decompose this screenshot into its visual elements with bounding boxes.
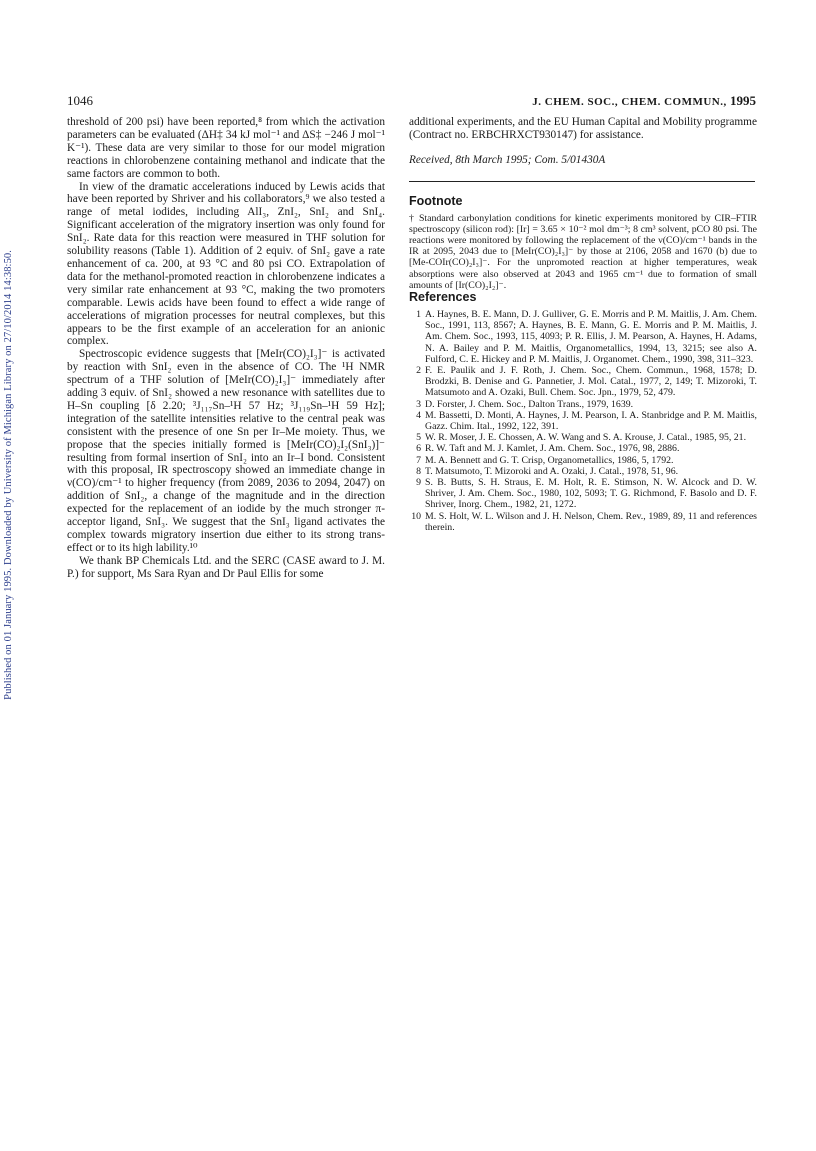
reference-item [409,410,757,432]
reference-number: 3 [416,398,421,410]
reference-item [409,477,757,511]
reference-list [409,309,757,533]
references-heading: References [409,290,477,305]
reference-item [409,365,757,399]
journal-year: 1995 [730,93,756,108]
reference-number: 9 [416,477,421,488]
reference-item [409,432,757,443]
reference-number: 7 [416,454,421,466]
reference-text: M. A. Bennett and G. T. Crisp, Organometallics, 1986, 5, 1792. [425,454,674,466]
journal-header [514,93,756,109]
reference-text: F. E. Paulik and J. F. Roth, J. Chem. Soc., Chem. Commun., 1968, 1578; D. Brodzki, B. Denise and G. Pannetier, J. Mol. Catal., 1977, 2, 149; T. Mizoroki, T. Matsumoto and A. Ozaki, Bull. Chem. Soc. Jpn., 1979, 52, 479. [425,364,757,399]
reference-text: S. B. Butts, S. H. Straus, E. M. Holt, R. E. Stimson, N. W. Alcock and D. W. Shriver, J. Am. Chem. Soc., 1980, 102, 5093; T. G. Richmond, F. Basolo and D. F. Shriver, Inorg. Chem., 1982, 21, 1272. [425,477,757,511]
reference-item [409,466,757,477]
reference-item [409,443,757,454]
reference-text: D. Forster, J. Chem. Soc., Dalton Trans., 1979, 1639. [425,398,634,410]
reference-item [409,309,757,365]
reference-item [409,511,757,533]
reference-number: 5 [416,432,421,444]
publication-side-note: Published on 01 January 1995. Downloaded by University of Michigan Library on 27/10/2014 14:38:50. [3,250,14,700]
right-column [409,116,757,533]
reference-text: M. Bassetti, D. Monti, A. Haynes, J. M. Pearson, I. A. Stanbridge and P. M. Maitlis, Gazz. Chim. Ital., 1992, 122, 391. [425,409,757,432]
acknowledgements-continued: additional experiments, and the EU Human Capital and Mobility programme (Contract no. ERBCHRXCT930147) for assistance. [409,116,757,141]
acknowledgements: We thank BP Chemicals Ltd. and the SERC (CASE award to J. M. P.) for support, Ms Sara Ryan and Dr Paul Ellis for some [67,554,385,580]
section-divider [409,181,755,182]
paragraph: Spectroscopic evidence suggests that [MeIr(CO)₂I₃]⁻ is activated by reaction with SnI₂ even in the absence of CO. The ¹H NMR spectrum of a THF solution of [MeIr(CO)₂I₃]⁻ immediately after adding 3 equiv. of SnI₂ showed a new resonance with satellites due to H–Sn coupling [δ 2.20; ³J₁₁₇Sn–¹H 57 Hz; ³J₁₁₉Sn–¹H 59 Hz]; integration of the satellite intensities relative to the central peak was consistent with the presence of one Sn per Ir–Me moiety. Thus, we propose that the species initially formed is [MeIr(CO)₂I₂(SnI₃)]⁻ resulting from formal insertion of SnI₂ into an Ir–I bond. Consistent with this proposal, IR spectroscopy showed an immediate change in ν(CO)/cm⁻¹ to higher frequency (from 2089, 2036 to 2094, 2047) on addition of SnI₂, a change of the magnitude and in the direction expected for the replacement of an iodide by the much stronger π-acceptor ligand, SnI₃. We suggest that the SnI₃ ligand activates the complex towards migratory insertion due either to its strong trans-effect or to its high lability.¹⁰ [67,348,385,554]
left-column [67,116,385,581]
reference-text: M. S. Holt, W. L. Wilson and J. H. Nelson, Chem. Rev., 1989, 89, 11 and references therein. [425,510,757,533]
journal-name: J. CHEM. SOC., CHEM. COMMUN., [532,96,727,108]
reference-number: 2 [416,364,421,376]
reference-text: T. Matsumoto, T. Mizoroki and A. Ozaki, J. Catal., 1978, 51, 96. [425,465,679,477]
reference-number: 6 [416,443,421,455]
reference-number: 1 [416,308,421,320]
footnote-text: † Standard carbonylation conditions for kinetic experiments monitored by CIR–FTIR spectroscopy (silicon rod): [Ir] = 3.65 × 10⁻² mol dm⁻³; 8 cm³ solvent, pCO 80 psi. The reactions were monitored by following the replacement of the ν(CO)/cm⁻¹ bands in the IR at 2095, 2043 due to [MeIr(CO)₂I₃]⁻ by those at 2106, 2058 and 1670 (b) due to [Me-COIr(CO)₂I₃]⁻. For the unpromoted reaction at higher temperatures, weak absorptions were also observed at 2043 and 1965 cm⁻¹ due to formation of small amounts of [Ir(CO)₂I₂]⁻. [409,212,757,291]
reference-text: W. R. Moser, J. E. Chossen, A. W. Wang and S. A. Krouse, J. Catal., 1985, 95, 21. [425,432,747,444]
reference-item [409,455,757,466]
footnote-heading: Footnote [409,193,463,208]
received-date: Received, 8th March 1995; Com. 5/01430A [409,153,606,166]
reference-number: 8 [416,465,421,477]
reference-number: 4 [416,409,421,421]
reference-text: R. W. Taft and M. J. Kamlet, J. Am. Chem. Soc., 1976, 98, 2886. [425,443,680,455]
paragraph: threshold of 200 psi) have been reported,⁸ from which the activation parameters can be evaluated (ΔH‡ 34 kJ mol⁻¹ and ΔS‡ −246 J mol⁻¹ K⁻¹). These data are very similar to those for our model migration reactions in chlorobenzene containing methanol and indicate that the same factors are common to both. [67,116,385,180]
page-number: 1046 [67,93,93,108]
reference-text: A. Haynes, B. E. Mann, D. J. Gulliver, G. E. Morris and P. M. Maitlis, J. Am. Chem. Soc., 1991, 113, 8567; A. Haynes, B. E. Mann, G. E. Morris and P. M. Maitlis, J. Am. Chem. Soc., 1993, 115, 4093; P. R. Ellis, J. M. Pearson, A. Haynes, H. Adams, N. A. Bailey and P. M. Maitlis, Organometallics, 1994, 13, 3215; see also A. Fulford, C. E. Hickey and P. M. Maitlis, J. Organomet. Chem., 1990, 398, 311–323. [425,308,757,365]
reference-number: 10 [411,510,421,522]
reference-item [409,399,757,410]
paragraph: In view of the dramatic accelerations induced by Lewis acids that have been reported by Shriver and his collaborators,⁹ we also tested a range of metal iodides, including AlI₃, ZnI₂, SnI₂ and SnI₄. Significant acceleration of the migratory insertion was only found for SnI₂. Rate data for this reaction were measured in THF solution for solubility reasons (Table 1). Addition of 2 equiv. of SnI₂ gave a rate enhancement of ca. 200, at 93 °C and 80 psi CO. Extrapolation of data for the methanol-promoted reaction in chlorobenzene indicates a very similar rate enhancement at 93 °C, making the two promoters comparable. Lewis acids have been found to effect a wide range of accelerations of migration processes for neutral complexes, but this appears to be the first example of an acceleration for an anionic complex. [67,180,385,348]
